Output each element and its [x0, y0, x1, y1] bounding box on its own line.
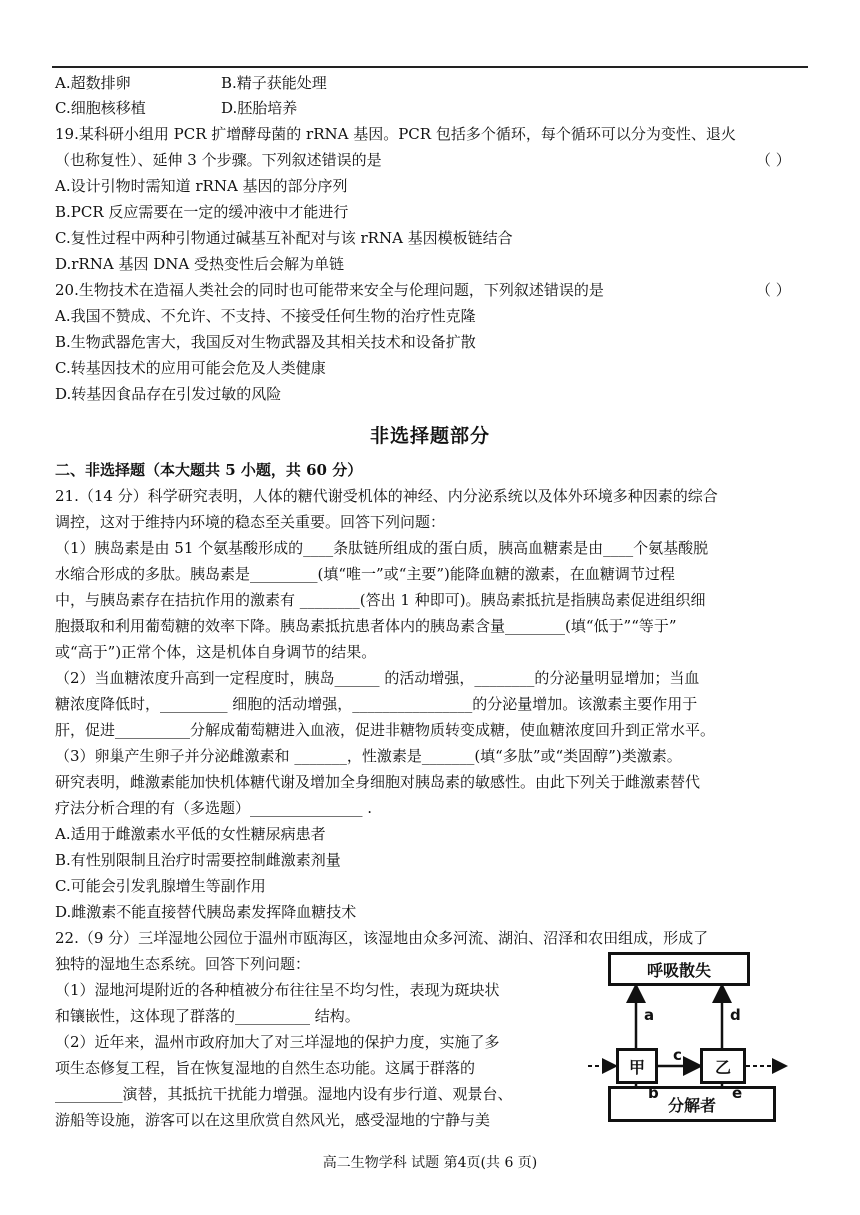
- q19-answer-paren: （ ）: [756, 151, 791, 169]
- q20-stem: 20.生物技术在造福人类社会的同时也可能带来安全与伦理问题，下列叙述错误的是: [55, 281, 604, 299]
- q19-option-a: A.设计引物时需知道 rRNA 基因的部分序列: [55, 177, 348, 195]
- q21-part1-line-5: 或“高于”)正常个体，这是机体自身调节的结果。: [55, 643, 377, 661]
- q21-part1-line-3: 中，与胰岛素存在拮抗作用的激素有 ________(答出 1 种即可)。胰岛素抵抗是指胰岛素促进组织细: [55, 591, 706, 609]
- q20-answer-paren: （ ）: [756, 281, 791, 299]
- q21-part1-line-4: 胞摄取和利用葡萄糖的效率下降。胰岛素抵抗患者体内的胰岛素含量________(填“低于”“等于”: [55, 617, 677, 635]
- q22-stem-line-2: 独特的湿地生态系统。回答下列问题：: [55, 955, 311, 973]
- q19-stem-line-1: 19.某科研小组用 PCR 扩增酵母菌的 rRNA 基因。PCR 包括多个循环，每个循环可以分为变性、退火: [55, 125, 736, 143]
- header-rule: [52, 66, 808, 68]
- q22-part1-line-1: （1）湿地河堤附近的各种植被分布往往呈不均匀性，表现为斑块状: [55, 981, 500, 999]
- q21-part3-line-3: 疗法分析合理的有（多选题）_______________ .: [55, 799, 373, 817]
- q20-option-d: D.转基因食品存在引发过敏的风险: [55, 385, 282, 403]
- q21-option-a: A.适用于雌激素水平低的女性糖尿病患者: [55, 825, 326, 843]
- q18-options-row-2: [55, 97, 815, 119]
- q21-part1-line-2: 水缩合形成的多肽。胰岛素是_________(填“唯一”或“主要”)能降血糖的激素，在血糖调节过程: [55, 565, 675, 583]
- q20-option-b: B.生物武器危害大，我国反对生物武器及其相关技术和设备扩散: [55, 333, 476, 351]
- q18-option-a: A.超数排卵: [55, 74, 131, 92]
- q19-option-d: D.rRNA 基因 DNA 受热变性后会解为单链: [55, 255, 344, 273]
- label-c: c: [673, 1046, 682, 1064]
- label-a: a: [644, 1006, 655, 1024]
- q22-part2-line-4: 游船等设施，游客可以在这里欣赏自然风光，感受湿地的宁静与美: [55, 1111, 491, 1129]
- q21-part3-line-2: 研究表明，雌激素能加快机体糖代谢及增加全身细胞对胰岛素的敏感性。由此下列关于雌激素替代: [55, 773, 701, 791]
- q18-options-row-1: [55, 72, 815, 94]
- q20-option-c: C.转基因技术的应用可能会危及人类健康: [55, 359, 326, 377]
- q20-option-a: A.我国不赞成、不允许、不支持、不接受任何生物的治疗性克隆: [55, 307, 476, 325]
- q18-option-d: D.胚胎培养: [221, 99, 298, 117]
- q21-option-c: C.可能会引发乳腺增生等副作用: [55, 877, 266, 895]
- q22-part1-line-2: 和镶嵌性，这体现了群落的__________ 结构。: [55, 1007, 360, 1025]
- label-b: b: [648, 1084, 659, 1102]
- q21-stem-line-2: 调控，这对于维持内环境的稳态至关重要。回答下列问题：: [55, 513, 446, 531]
- page-footer: 高二生物学科 试题 第4页(共 6 页): [322, 1155, 538, 1171]
- q21-part2-line-1: （2）当血糖浓度升高到一定程度时，胰岛______ 的活动增强，________的分泌量明显增加；当血: [55, 669, 700, 687]
- section-title: 非选择题部分: [369, 425, 490, 447]
- q18-option-b: B.精子获能处理: [221, 74, 327, 92]
- q21-option-d: D.雌激素不能直接替代胰岛素发挥降血糖技术: [55, 903, 357, 921]
- q19-stem-line-2: （也称复性）、延伸 3 个步骤。下列叙述错误的是: [55, 151, 382, 169]
- label-e: e: [732, 1084, 743, 1102]
- q21-part2-line-3: 肝，促进__________分解成葡萄糖进入血液，促进非糖物质转变成糖，使血糖浓度回升到正常水平。: [55, 721, 716, 739]
- part-two-heading: 二、非选择题（本大题共 5 小题，共 60 分）: [55, 461, 363, 479]
- q22-part2-line-1: （2）近年来，温州市政府加大了对三垟湿地的保护力度，实施了多: [55, 1033, 500, 1051]
- label-d: d: [730, 1006, 741, 1024]
- respiration-loss-box: 呼吸散失: [608, 952, 750, 986]
- node-jia-box: 甲: [616, 1048, 658, 1084]
- q21-part3-line-1: （3）卵巢产生卵子并分泌雌激素和 _______，性激素是_______(填“多肽”或“类固醇”)类激素。: [55, 747, 682, 765]
- q22-part2-line-3: _________演替，其抵抗干扰能力增强。湿地内设有步行道、观景台、: [55, 1085, 513, 1103]
- energy-flow-diagram: [588, 948, 804, 1126]
- q21-stem-line-1: 21.（14 分）科学研究表明，人体的糖代谢受机体的神经、内分泌系统以及体外环境多种因素的综合: [55, 487, 718, 505]
- q19-option-c: C.复性过程中两种引物通过碱基互补配对与该 rRNA 基因模板链结合: [55, 229, 513, 247]
- decomposer-box: 分解者: [608, 1086, 776, 1122]
- q22-part2-line-2: 项生态修复工程，旨在恢复湿地的自然生态功能。这属于群落的: [55, 1059, 476, 1077]
- q19-option-b: B.PCR 反应需要在一定的缓冲液中才能进行: [55, 203, 349, 221]
- q21-part2-line-2: 糖浓度降低时，_________ 细胞的活动增强，________________的分泌量增加。该激素主要作用于: [55, 695, 698, 713]
- q22-stem-line-1: 22.（9 分）三垟湿地公园位于温州市瓯海区，该湿地由众多河流、湖泊、沼泽和农田组成，形成了: [55, 929, 709, 947]
- node-yi-box: 乙: [700, 1048, 746, 1084]
- q18-option-c: C.细胞核移植: [55, 99, 146, 117]
- q21-option-b: B.有性别限制且治疗时需要控制雌激素剂量: [55, 851, 341, 869]
- q21-part1-line-1: （1）胰岛素是由 51 个氨基酸形成的____条肽链所组成的蛋白质，胰高血糖素是由____个氨基酸脱: [55, 539, 709, 557]
